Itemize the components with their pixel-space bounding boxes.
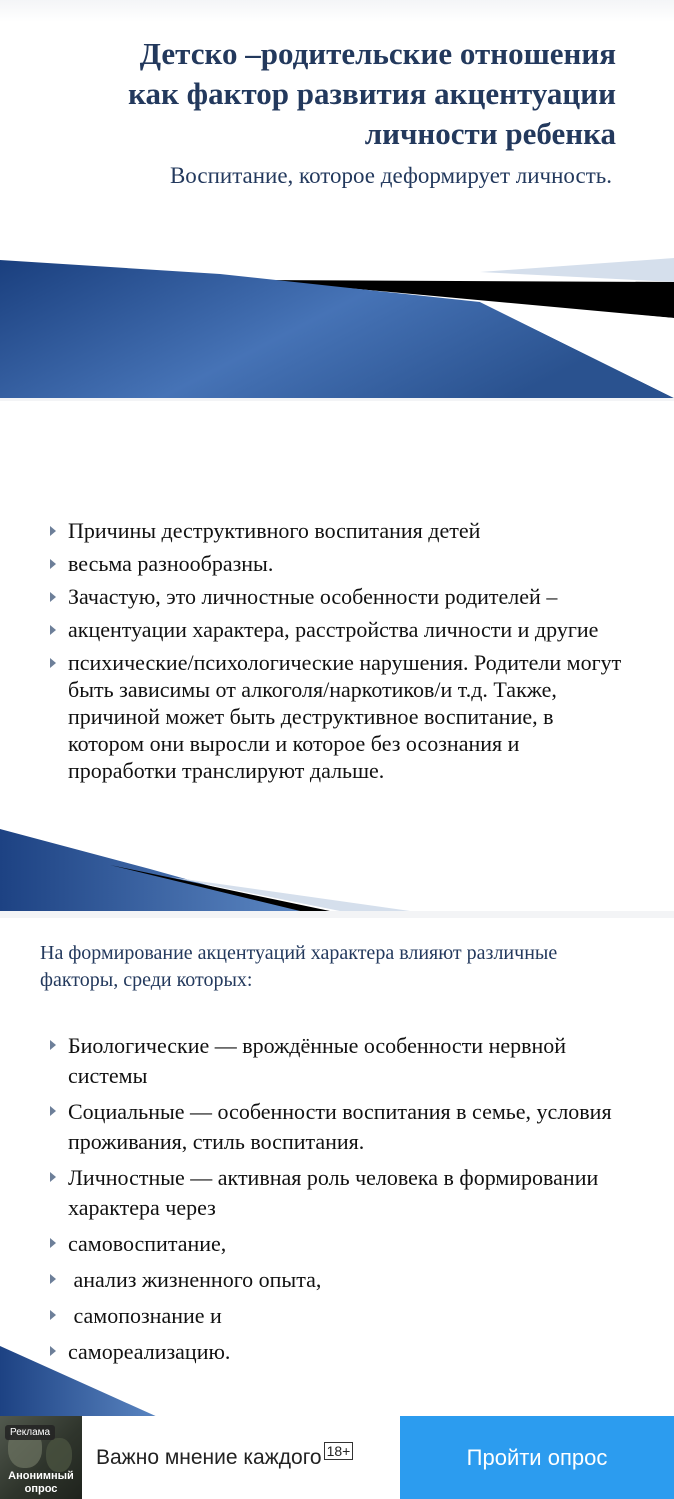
list-item: акцентуации характера, расстройства личности и другие [48, 616, 608, 643]
ad-text-label: Важно мнение каждого [96, 1446, 322, 1469]
ad-thumbnail-image[interactable] [0, 1416, 82, 1499]
list-item: самореализацию. [48, 1337, 618, 1367]
bullet-arrow-icon [50, 1172, 56, 1182]
bullet-arrow-icon [50, 592, 56, 602]
list-item: самовоспитание, [48, 1229, 618, 1259]
slide-title-heading [26, 34, 616, 154]
title-line-1: Детско –родительские отношения [139, 36, 616, 71]
bullet-arrow-icon [50, 526, 56, 536]
factors-list [48, 1031, 618, 1373]
factors-heading: На формирование акцентуаций характера влияют различные факторы, среди которых: [40, 942, 558, 991]
list-item: Личностные — активная роль человека в формировании характера через [48, 1163, 618, 1223]
causes-list [48, 517, 648, 790]
list-item: анализ жизненного опыта, [48, 1265, 618, 1295]
title-line-2: как фактор развития акцентуации [128, 76, 616, 111]
bullet-arrow-icon [50, 625, 56, 635]
ad-thumbnail-caption: Анонимный опрос [8, 1470, 74, 1495]
take-survey-button[interactable]: Пройти опрос [400, 1416, 674, 1499]
list-item: Биологические — врождённые особенности нервной системы [48, 1031, 618, 1091]
age-rating-badge: 18+ [324, 1442, 354, 1460]
list-item: самопознание и [48, 1301, 618, 1331]
list-item: весьма разнообразны. [48, 550, 648, 577]
ad-label: Реклама [5, 1425, 55, 1440]
slide-decoration-wave [0, 252, 674, 398]
list-item: Социальные — особенности воспитания в семье, условия проживания, стиль воспитания. [48, 1097, 618, 1157]
bullet-arrow-icon [50, 658, 56, 668]
slide-title [0, 0, 674, 398]
slide-decoration-wave [0, 1346, 674, 1418]
ad-banner[interactable] [0, 1416, 674, 1499]
ad-text[interactable] [96, 1416, 353, 1499]
bullet-arrow-icon [50, 1310, 56, 1320]
list-item: Зачастую, это личностные особенности родителей – [48, 583, 648, 610]
slide-subtitle: Воспитание, которое деформирует личность. [169, 163, 612, 188]
bullet-arrow-icon [50, 1274, 56, 1284]
slide-decoration-wave [0, 829, 674, 911]
title-line-3: личности ребенка [364, 116, 616, 151]
bullet-arrow-icon [50, 1040, 56, 1050]
list-item: Причины деструктивного воспитания детей [48, 517, 648, 544]
slide-causes [0, 401, 674, 911]
slide-factors [0, 918, 674, 1418]
list-item: психические/психологические нарушения. Родители могут быть зависимы от алкоголя/наркотиков/и т.д. Также, причиной может быть деструктивное воспитание, в котором они выросли и которое без осознания и проработки транслируют дальше. [48, 649, 628, 784]
bullet-arrow-icon [50, 559, 56, 569]
bullet-arrow-icon [50, 1238, 56, 1248]
bullet-arrow-icon [50, 1106, 56, 1116]
